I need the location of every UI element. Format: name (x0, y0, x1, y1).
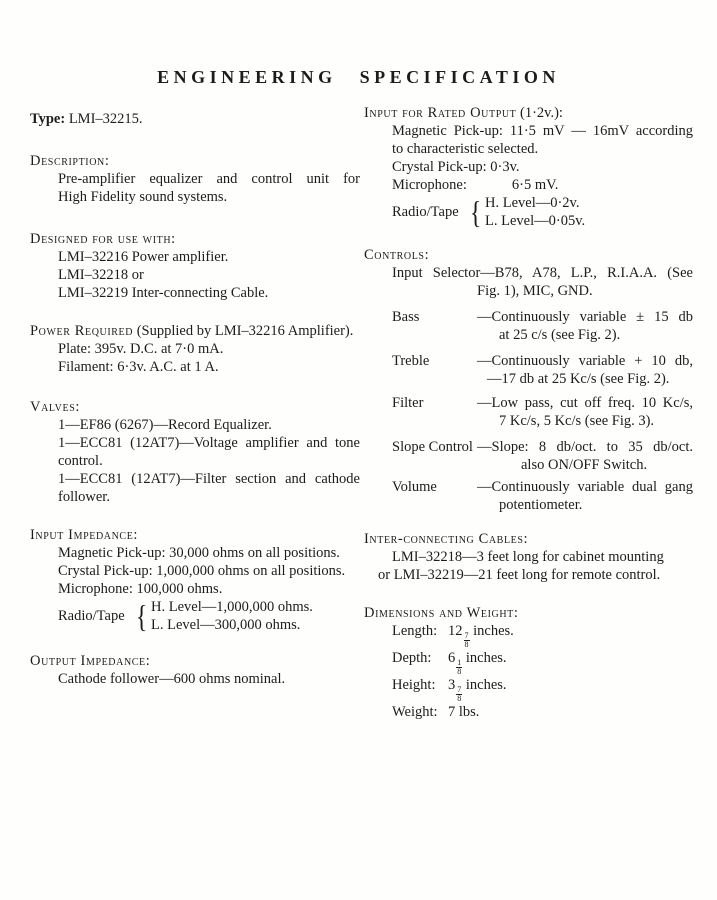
control-description (477, 394, 693, 430)
control-row-treble (364, 352, 693, 388)
control-line: —Continuously variable ± 15 db (477, 309, 693, 325)
control-row-slope (364, 438, 693, 474)
section-power-required (30, 322, 360, 376)
radio-tape-label: Radio/Tape (58, 608, 125, 624)
radio-tape-levels (151, 598, 360, 634)
valve-line: 1—ECC81 (12AT7)—Voltage amplifier and tone (58, 435, 360, 451)
section-rated-output (364, 104, 693, 230)
power-heading: Power Required (Supplied by LMI–32216 Amplifier). (30, 323, 354, 339)
dimension-value: 7 lbs. (448, 704, 480, 720)
valves-heading: Valves: (30, 399, 81, 415)
input-selector-line: Fig. 1), MIC, GND. (477, 283, 593, 299)
control-line: 7 Kc/s, 5 Kc/s (see Fig. 3). (499, 413, 655, 429)
output-impedance-heading: Output Impedance: (30, 653, 151, 669)
section-dimensions (364, 604, 693, 721)
type-line (30, 110, 360, 128)
dimension-label: Length: (392, 623, 438, 639)
section-valves (30, 398, 360, 506)
output-impedance-line: Cathode follower—600 ohms nominal. (58, 671, 286, 687)
type-label: Type: (30, 111, 66, 127)
control-line: at 25 c/s (see Fig. 2). (499, 327, 621, 343)
valve-line: 1—ECC81 (12AT7)—Filter section and cathode (58, 471, 360, 487)
cables-heading: Inter-connecting Cables: (364, 531, 529, 547)
control-label: Bass (392, 309, 420, 325)
fraction: $\frac{7}{8}$ (464, 631, 469, 649)
l-level-line: L. Level—0·05v. (485, 213, 586, 229)
radio-tape-label: Radio/Tape (392, 204, 459, 220)
microphone-label: Microphone: (392, 177, 467, 193)
microphone-value: 6·5 mV. (511, 177, 559, 193)
control-line: potentiometer. (499, 497, 583, 513)
radio-tape-group (30, 598, 360, 634)
microphone-line (364, 176, 693, 194)
description-heading: Description: (30, 153, 110, 169)
radio-tape-levels (485, 194, 693, 230)
rated-output-heading: Input for Rated Output (1·2v.): (364, 105, 563, 121)
control-line: —17 db at 25 Kc/s (see Fig. 2). (487, 371, 670, 387)
input-impedance-line: Crystal Pick-up: 1,000,000 ohms on all positions. (58, 563, 346, 579)
control-line: —Continuously variable dual gang (477, 479, 693, 495)
power-line: Filament: 6·3v. A.C. at 1 A. (58, 359, 219, 375)
input-impedance-heading: Input Impedance: (30, 527, 139, 543)
valve-line: control. (58, 453, 103, 469)
rated-output-line: Crystal Pick-up: 0·3v. (392, 159, 520, 175)
input-impedance-line: Magnetic Pick-up: 30,000 ohms on all positions. (58, 545, 340, 561)
control-label: Treble (392, 353, 430, 369)
page-title: ENGINEERING SPECIFICATION (157, 67, 560, 87)
input-impedance-line: Microphone: 100,000 ohms. (58, 581, 223, 597)
valve-line: 1—EF86 (6267)—Record Equalizer. (58, 417, 272, 433)
designed-heading: Designed for use with: (30, 231, 176, 247)
description-line: Pre-amplifier equalizer and control unit for (58, 171, 360, 187)
l-level-line: L. Level—300,000 ohms. (151, 617, 301, 633)
dimension-value: 12 $\frac{7}{8}$ inches. (448, 623, 514, 649)
control-row-filter (364, 394, 693, 430)
dimension-row-depth (364, 649, 693, 676)
dimension-row-height (364, 676, 693, 703)
fraction: $\frac{7}{8}$ (457, 685, 462, 703)
section-cables (364, 530, 693, 584)
control-row-volume (364, 478, 693, 514)
cables-line: LMI–32218—3 feet long for cabinet mounting (392, 549, 664, 565)
control-label: Filter (392, 395, 424, 411)
radio-tape-group (364, 194, 693, 230)
dimension-label: Depth: (392, 650, 432, 666)
dimensions-heading: Dimensions and Weight: (364, 605, 519, 621)
dimension-label: Height: (392, 677, 436, 693)
control-description (477, 308, 693, 344)
dimension-row-weight (364, 703, 693, 721)
control-line: —Low pass, cut off freq. 10 Kc/s, (477, 395, 693, 411)
valve-line: follower. (58, 489, 110, 505)
left-column (30, 110, 360, 688)
control-description (477, 352, 693, 388)
control-line: —Continuously variable + 10 db, (477, 353, 693, 369)
type-value: LMI–32215. (65, 111, 143, 127)
designed-item: LMI–32218 or (58, 267, 144, 283)
right-column (364, 104, 693, 721)
input-selector-line: Input Selector—B78, A78, L.P., R.I.A.A. (See (392, 265, 693, 281)
controls-heading: Controls: (364, 247, 430, 263)
rated-output-line: Magnetic Pick-up: 11·5 mV — 16mV according (392, 123, 693, 139)
control-description (477, 478, 693, 514)
cables-line: or LMI–32219—21 feet long for remote control. (378, 567, 661, 583)
rated-output-line: to characteristic selected. (392, 141, 539, 157)
dimension-value: 6 $\frac{1}{8}$ inches. (448, 650, 507, 676)
section-output-impedance (30, 652, 360, 688)
control-line: —Slope: 8 db/oct. to 35 db/oct. (477, 439, 693, 455)
control-row-bass (364, 308, 693, 344)
designed-item: LMI–32219 Inter-connecting Cable. (58, 285, 269, 301)
control-label: Volume (392, 479, 437, 495)
section-input-impedance (30, 526, 360, 634)
dimension-label: Weight: (392, 704, 438, 720)
left-brace-glyph: { (135, 598, 148, 634)
h-level-line: H. Level—0·2v. (485, 195, 580, 211)
h-level-line: H. Level—1,000,000 ohms. (151, 599, 313, 615)
description-line: High Fidelity sound systems. (58, 189, 228, 205)
designed-item: LMI–32216 Power amplifier. (58, 249, 229, 265)
control-description (477, 438, 693, 474)
section-designed-for-use-with (30, 230, 360, 302)
power-line: Plate: 395v. D.C. at 7·0 mA. (58, 341, 224, 357)
section-description (30, 152, 360, 206)
control-label: Slope Control (392, 439, 473, 455)
fraction: $\frac{1}{8}$ (457, 658, 462, 676)
dimension-value: 3 $\frac{7}{8}$ inches. (448, 677, 507, 703)
section-controls (364, 246, 693, 514)
dimension-row-length (364, 622, 693, 649)
control-line: also ON/OFF Switch. (521, 457, 648, 473)
left-brace-glyph: { (469, 194, 482, 230)
